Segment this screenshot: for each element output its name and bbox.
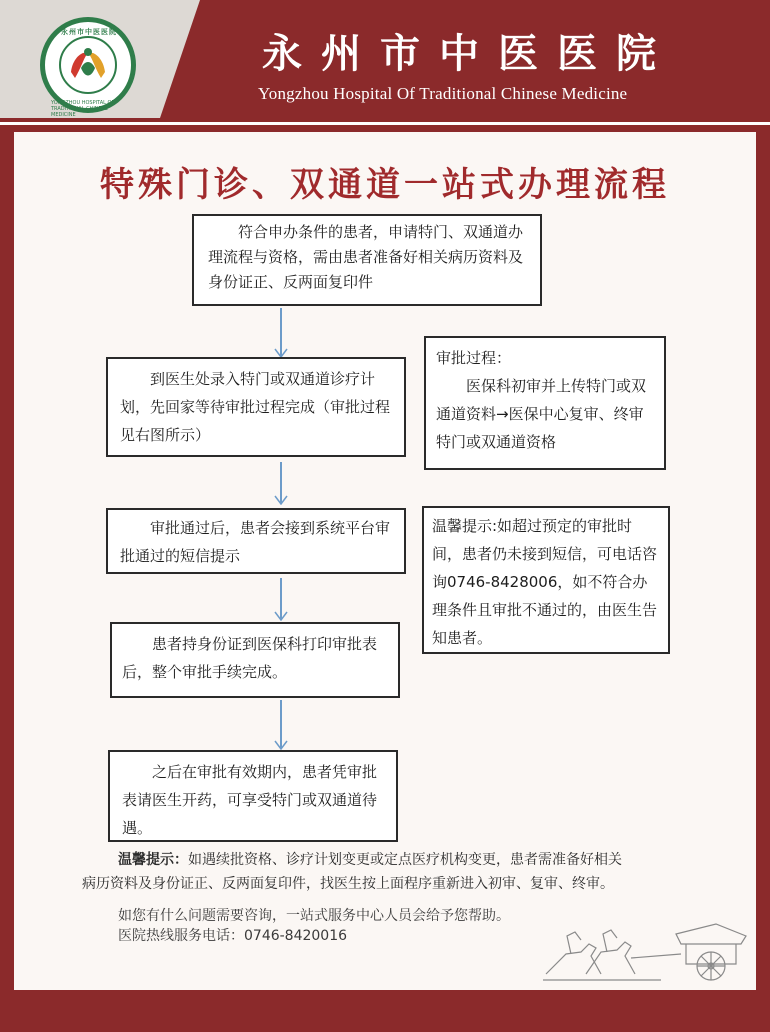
bottom-tip-text-2: 病历资料及身份证正、反两面复印件，找医生按上面程序重新进入初审、复审、终审。: [82, 876, 614, 892]
step-3-box: [106, 508, 406, 574]
arrow-down-icon: [274, 700, 288, 750]
step-5-box: [108, 750, 398, 842]
help-info: [118, 906, 510, 946]
step-4-box: [110, 622, 400, 698]
logo-ring-text: 永州市中医医院: [61, 28, 117, 36]
help-line-1: 如您有什么问题需要咨询，一站式服务中心人员会给予您帮助。: [118, 908, 510, 924]
hospital-name-en: Yongzhou Hospital Of Traditional Chinese Medicine: [258, 84, 628, 103]
approval-process-text: 医保科初审并上传特门或双通道资料→医保中心复审、终审特门或双通道资格: [436, 377, 647, 451]
header: [0, 0, 770, 118]
step-1-text: 符合申办条件的患者，申请特门、双通道办理流程与资格，需由患者准备好相关病历资料及身份证正、反两面复印件: [208, 223, 524, 291]
logo-emblem: [59, 36, 117, 94]
reminder-text: 温馨提示:如超过预定的审批时间，患者仍未接到短信，可电话咨询0746-8428006，如不符合办理条件且审批不通过的，由医生告知患者。: [432, 517, 658, 647]
header-divider: [0, 122, 770, 125]
approval-process-box: [424, 336, 666, 470]
approval-process-title: 审批过程：: [436, 349, 512, 367]
arrow-down-icon: [274, 578, 288, 623]
step-5-text: 之后在审批有效期内，患者凭审批表请医生开药，可享受特门或双通道待遇。: [122, 763, 378, 837]
logo-emblem-icon: [61, 38, 115, 92]
step-2-box: [106, 357, 406, 457]
bottom-tip-text-1: 如遇续批资格、诊疗计划变更或定点医疗机构变更，患者需准备好相关: [188, 852, 622, 868]
step-3-text: 审批通过后，患者会接到系统平台审批通过的短信提示: [120, 519, 391, 565]
help-phone: 医院热线服务电话：0746-8420016: [118, 928, 348, 944]
step-4-text: 患者持身份证到医保科打印审批表后，整个审批手续完成。: [122, 635, 378, 681]
hospital-name-cn: 永州市中医医院: [262, 30, 675, 77]
step-1-box: [192, 214, 542, 306]
reminder-box: [422, 506, 670, 654]
horse-carriage-icon: [541, 914, 751, 984]
arrow-down-icon: [274, 462, 288, 507]
bottom-tip-line-1: [82, 848, 732, 872]
hospital-logo: [40, 17, 136, 118]
arrow-down-icon: [274, 308, 288, 358]
bottom-tip-label: 温馨提示：: [118, 852, 188, 868]
bottom-tip: [82, 848, 732, 896]
poster-content: [14, 132, 756, 990]
logo-ring-text-en: YONGZHOU HOSPITAL OF TRADITIONAL CHINESE MEDICINE: [51, 100, 115, 118]
page-title: 特殊门诊、双通道一站式办理流程: [100, 165, 670, 205]
step-2-text: 到医生处录入特门或双通道诊疗计划，先回家等待审批过程完成（审批过程见右图所示）: [120, 370, 391, 444]
